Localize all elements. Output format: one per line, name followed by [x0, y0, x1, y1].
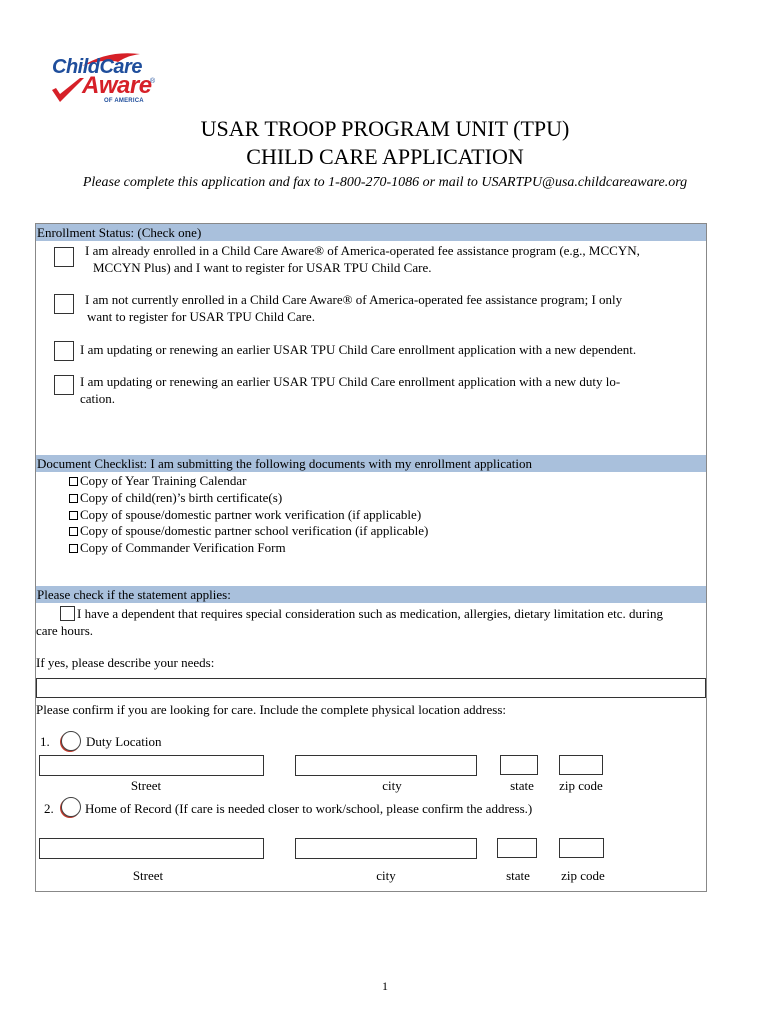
- describe-needs-label: If yes, please describe your needs:: [36, 655, 215, 670]
- logo-check-icon: [50, 76, 86, 106]
- enrollment-option-1-checkbox[interactable]: [54, 247, 74, 267]
- checklist-item-3: [69, 506, 421, 523]
- checklist-item-5-label: Copy of Commander Verification Form: [80, 540, 286, 555]
- location-option-2-radio[interactable]: [61, 797, 81, 817]
- duty-city-label: city: [382, 778, 402, 793]
- checklist-item-3-checkbox[interactable]: [69, 511, 78, 520]
- checklist-item-1-label: Copy of Year Training Calendar: [80, 473, 247, 488]
- location-option-1-label: Duty Location: [86, 734, 162, 749]
- home-state-input[interactable]: [497, 838, 537, 858]
- logo-registered-mark: ®: [150, 78, 156, 85]
- special-consideration-checkbox[interactable]: [60, 606, 75, 621]
- home-street-label: Street: [132, 868, 164, 883]
- duty-zip-input[interactable]: [559, 755, 603, 775]
- special-consideration-text-cont: care hours.: [36, 623, 94, 638]
- home-zip-input[interactable]: [559, 838, 604, 858]
- enrollment-option-3-checkbox[interactable]: [54, 341, 74, 361]
- enrollment-option-4-text: I am updating or renewing an earlier USAR TPU Child Care enrollment application with a new duty lo-: [80, 374, 621, 389]
- location-option-2-label: Home of Record (If care is needed closer to work/school, please confirm the address.): [85, 801, 533, 816]
- enrollment-status-header: Enrollment Status: (Check one): [36, 224, 706, 241]
- duty-zip-label: zip code: [559, 778, 603, 793]
- checklist-item-2-label: Copy of child(ren)’s birth certificate(s): [80, 490, 283, 505]
- duty-state-input[interactable]: [500, 755, 538, 775]
- checklist-item-4-label: Copy of spouse/domestic partner school verification (if applicable): [80, 523, 429, 538]
- home-city-input[interactable]: [295, 838, 477, 859]
- checklist-item-2: [69, 489, 282, 506]
- enrollment-option-1-text: I am already enrolled in a Child Care Aware® of America-operated fee assistance program (e.g., MCCYN,: [85, 243, 640, 258]
- enrollment-option-3-text: I am updating or renewing an earlier USAR TPU Child Care enrollment application with a new dependent.: [80, 342, 637, 357]
- duty-street-input[interactable]: [39, 755, 264, 776]
- checklist-item-4-checkbox[interactable]: [69, 527, 78, 536]
- checklist-item-1-checkbox[interactable]: [69, 477, 78, 486]
- duty-state-label: state: [510, 778, 534, 793]
- location-option-2-number: 2.: [44, 801, 54, 816]
- document-checklist-header: Document Checklist: I am submitting the following documents with my enrollment application: [36, 455, 706, 472]
- enrollment-option-4-text-cont: cation.: [80, 391, 116, 406]
- special-consideration-header: Please check if the statement applies:: [36, 586, 706, 603]
- checklist-item-5: [69, 539, 286, 556]
- instructions-subtitle: Please complete this application and fax to 1-800-270-1086 or mail to USARTPU@usa.childcareaware.org: [82, 175, 688, 190]
- special-consideration-text: I have a dependent that requires special consideration such as medication, allergies, dietary limitation etc. during: [77, 606, 664, 621]
- enrollment-option-1-text-cont: MCCYN Plus) and I want to register for USAR TPU Child Care.: [93, 260, 432, 275]
- logo-text-childcare: ChildCare: [52, 56, 142, 78]
- logo-text-of-america: OF AMERICA: [104, 98, 144, 104]
- enrollment-option-2-text: I am not currently enrolled in a Child Care Aware® of America-operated fee assistance program; I only: [85, 292, 623, 307]
- describe-needs-input[interactable]: [36, 678, 706, 698]
- home-city-label: city: [376, 868, 396, 883]
- location-option-1-number: 1.: [40, 734, 50, 749]
- location-option-1-radio[interactable]: [61, 731, 81, 751]
- logo-text-aware: Aware: [82, 72, 152, 99]
- page-title-line2: CHILD CARE APPLICATION: [246, 144, 524, 169]
- enrollment-option-2-text-cont: want to register for USAR TPU Child Care.: [87, 309, 315, 324]
- checklist-item-4: [69, 522, 428, 539]
- duty-city-input[interactable]: [295, 755, 477, 776]
- page-number: 1: [382, 979, 388, 993]
- home-state-label: state: [506, 868, 530, 883]
- duty-street-label: Street: [130, 778, 162, 793]
- home-street-input[interactable]: [39, 838, 264, 859]
- home-zip-label: zip code: [561, 868, 605, 883]
- checklist-item-2-checkbox[interactable]: [69, 494, 78, 503]
- checklist-item-1: [69, 472, 246, 489]
- page-title-line1: USAR TROOP PROGRAM UNIT (TPU): [200, 116, 570, 141]
- enrollment-option-2-checkbox[interactable]: [54, 294, 74, 314]
- location-prompt: Please confirm if you are looking for care. Include the complete physical location address:: [36, 702, 506, 717]
- checklist-item-5-checkbox[interactable]: [69, 544, 78, 553]
- checklist-item-3-label: Copy of spouse/domestic partner work verification (if applicable): [80, 507, 422, 522]
- enrollment-option-4-checkbox[interactable]: [54, 375, 74, 395]
